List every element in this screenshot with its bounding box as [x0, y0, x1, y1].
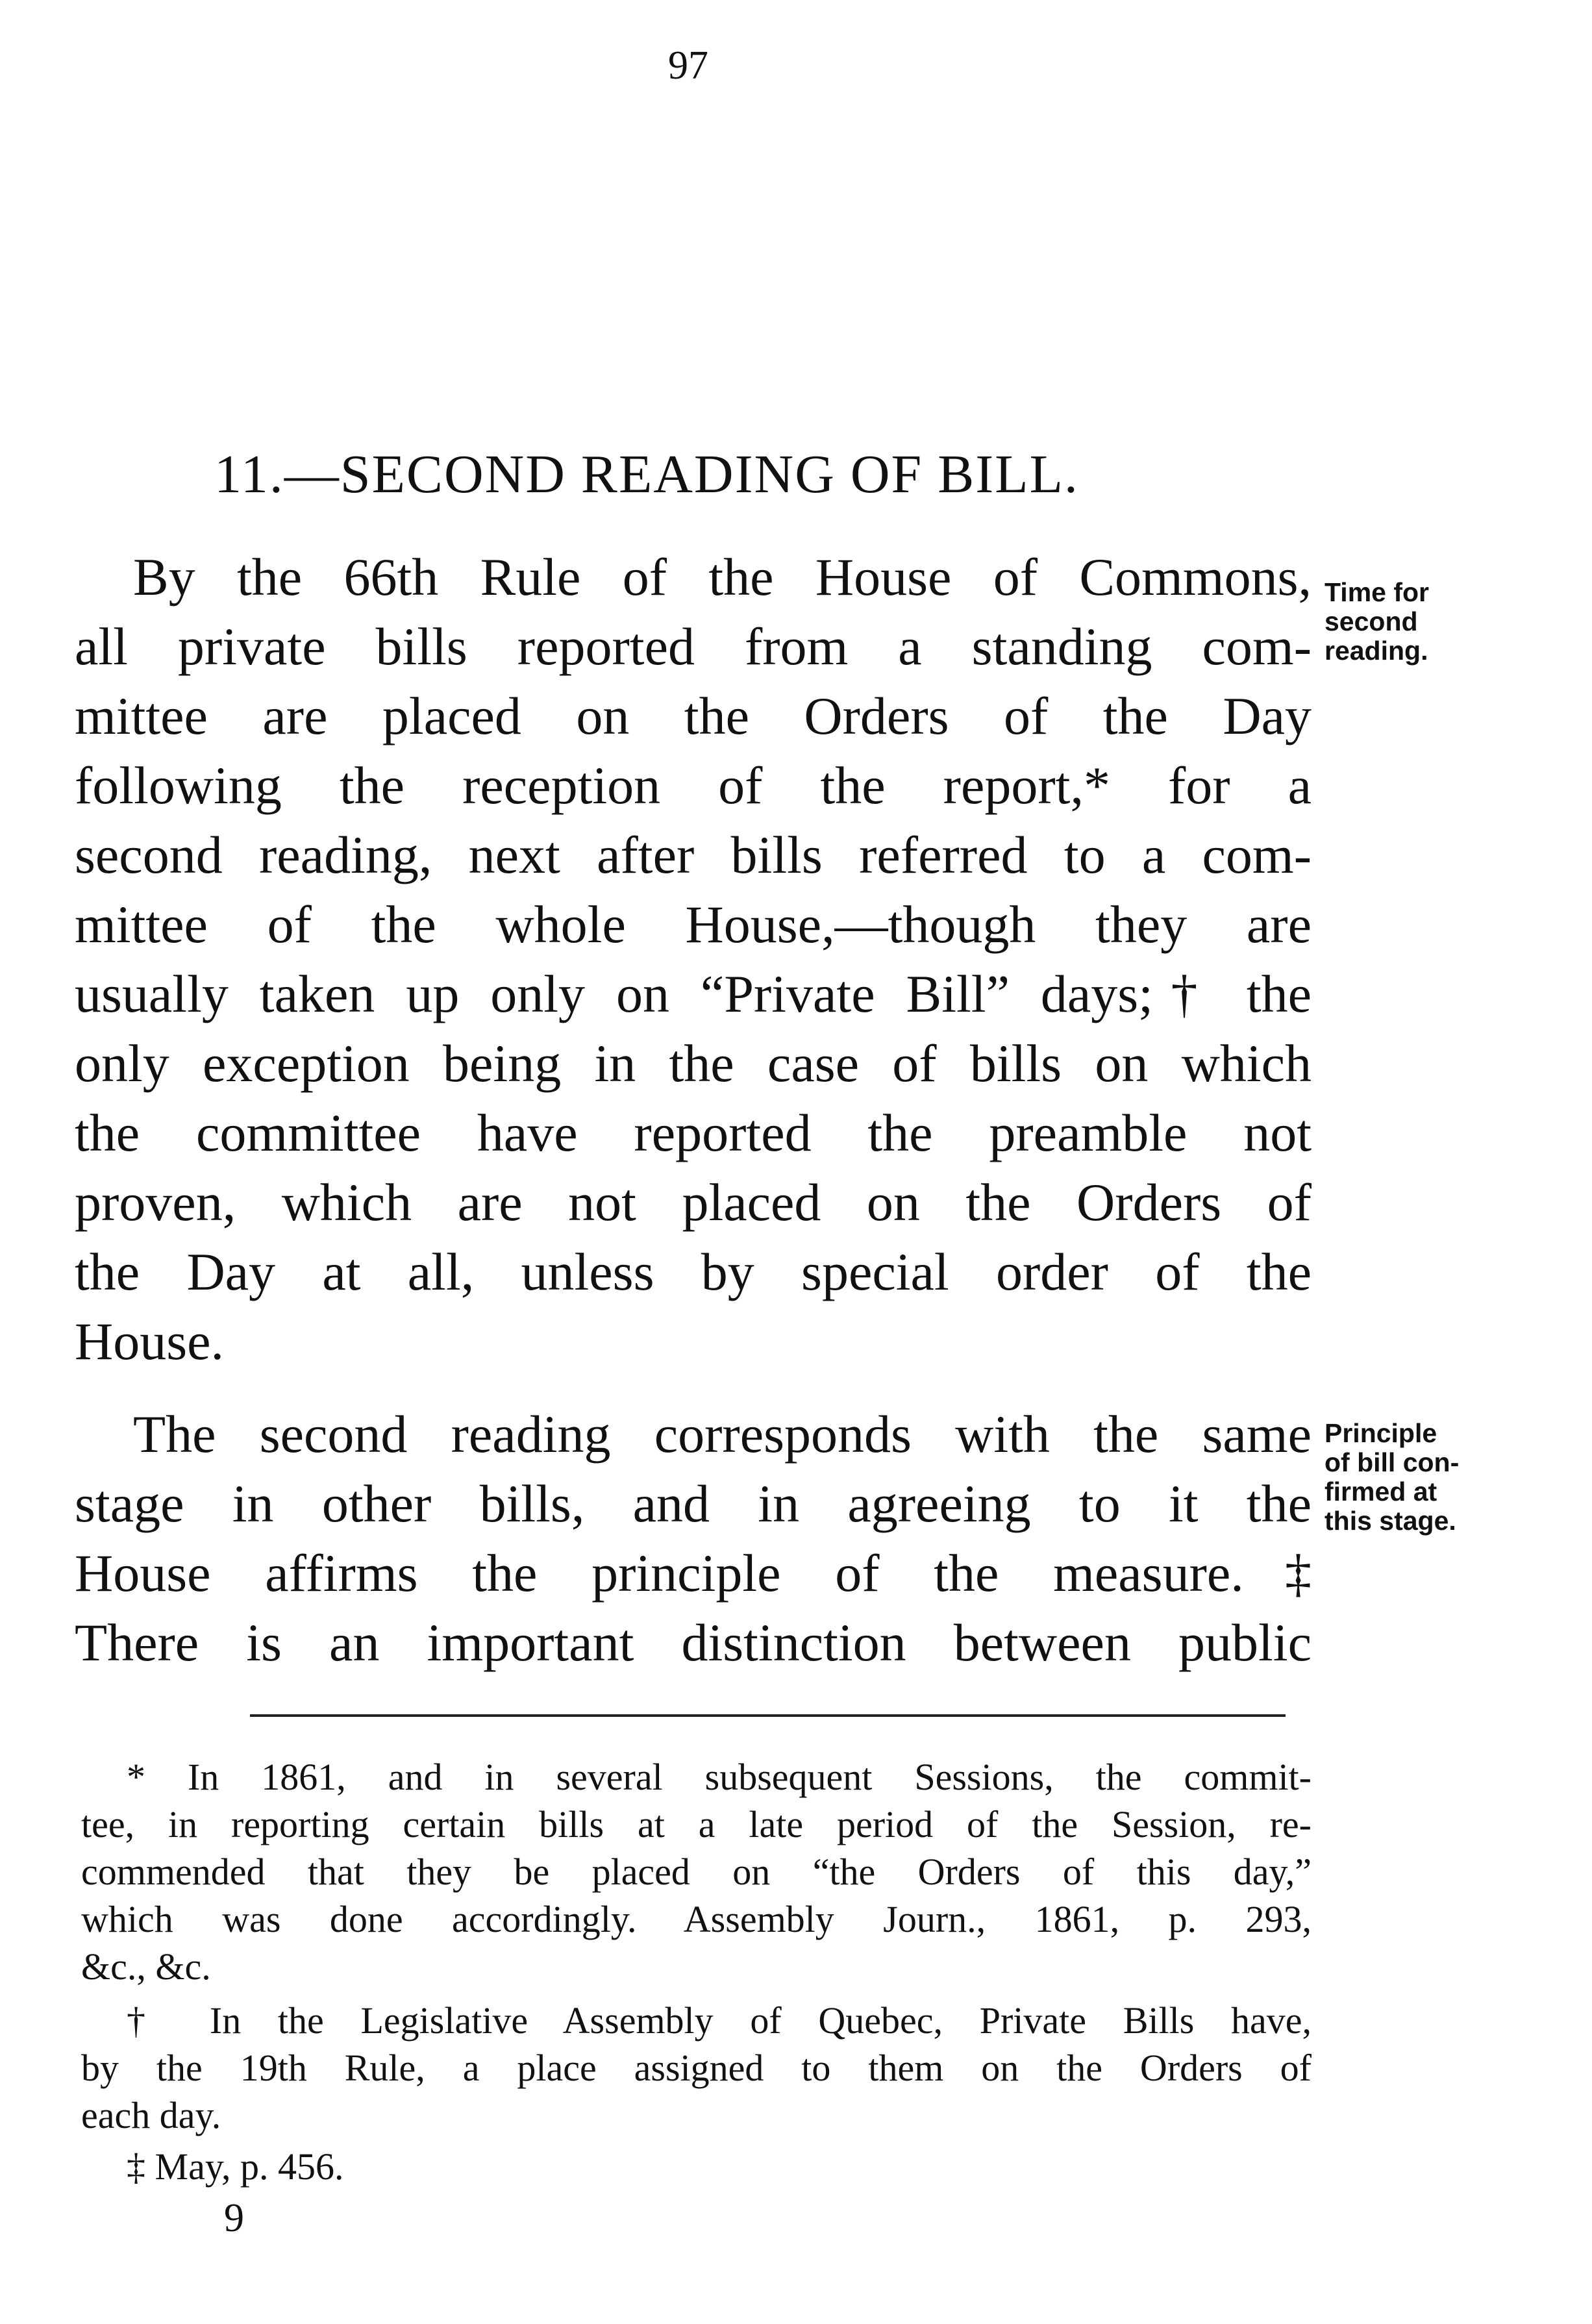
- text-line: the committee have reported the preamble not: [75, 1103, 1312, 1162]
- margin-note-line: Time for: [1325, 577, 1429, 607]
- margin-note-line: second: [1325, 606, 1418, 636]
- text-line: There is an important distinction between public: [75, 1613, 1312, 1672]
- text-line: stage in other bills, and in agreeing to it the: [75, 1474, 1312, 1533]
- margin-note-line: reading.: [1325, 636, 1428, 666]
- footnote-asterisk: [81, 1753, 1312, 1990]
- signature-mark: 9: [224, 2196, 244, 2240]
- footnote-line: which was done accordingly. Assembly Journ., 1861, p. 293,: [81, 1898, 1312, 1940]
- text-line: proven, which are not placed on the Orders of: [75, 1173, 1312, 1232]
- margin-note-line: of bill con-: [1325, 1447, 1460, 1477]
- text-line: By the 66th Rule of the House of Commons,: [133, 547, 1312, 606]
- footnote-line: commended that they be placed on “the Orders of this day,”: [81, 1851, 1312, 1893]
- text-line: all private bills reported from a standing com-: [75, 617, 1312, 676]
- margin-note-principle-confirmed: [1325, 1419, 1558, 1536]
- text-line: House affirms the principle of the measure.‡: [75, 1543, 1312, 1603]
- text-line: the Day at all, unless by special order of the: [75, 1242, 1312, 1301]
- margin-note-line: Principle: [1325, 1418, 1437, 1448]
- section-heading: 11.—SECOND READING OF BILL.: [214, 444, 1079, 505]
- footnote-line: each day.: [81, 2094, 221, 2136]
- footnote-line: † In the Legislative Assembly of Quebec, Private Bills have,: [127, 1999, 1312, 2042]
- footnote-dagger: [81, 1997, 1312, 2139]
- margin-note-line: this stage.: [1325, 1506, 1456, 1536]
- footnote-line: &c., &c.: [81, 1945, 211, 1988]
- text-line: mittee are placed on the Orders of the Day: [75, 686, 1312, 745]
- margin-note-time-for-second-reading: [1325, 578, 1558, 666]
- text-line: House.: [75, 1312, 225, 1371]
- footnote-line: tee, in reporting certain bills at a late period of the Session, re-: [81, 1803, 1312, 1845]
- text-line: only exception being in the case of bills on which: [75, 1034, 1312, 1093]
- margin-note-line: firmed at: [1325, 1477, 1437, 1506]
- footnote-divider: [250, 1714, 1286, 1717]
- footnote-line: ‡ May, p. 456.: [127, 2145, 344, 2188]
- footnote-line: by the 19th Rule, a place assigned to them on the Orders of: [81, 2047, 1312, 2089]
- text-line: mittee of the whole House,—though they are: [75, 895, 1312, 954]
- paragraph-private-bills: [75, 542, 1312, 1376]
- text-line: following the reception of the report,* for a: [75, 756, 1312, 815]
- text-line: usually taken up only on “Private Bill” days;† the: [75, 964, 1312, 1023]
- footnote-line: * In 1861, and in several subsequent Sessions, the commit-: [127, 1756, 1312, 1798]
- paragraph-second-reading-principle: [75, 1399, 1312, 1677]
- text-line: second reading, next after bills referred to a com-: [75, 825, 1312, 884]
- page-number: 97: [668, 44, 708, 88]
- text-line: The second reading corresponds with the same: [133, 1405, 1312, 1464]
- footnote-double-dagger: [81, 2143, 1312, 2190]
